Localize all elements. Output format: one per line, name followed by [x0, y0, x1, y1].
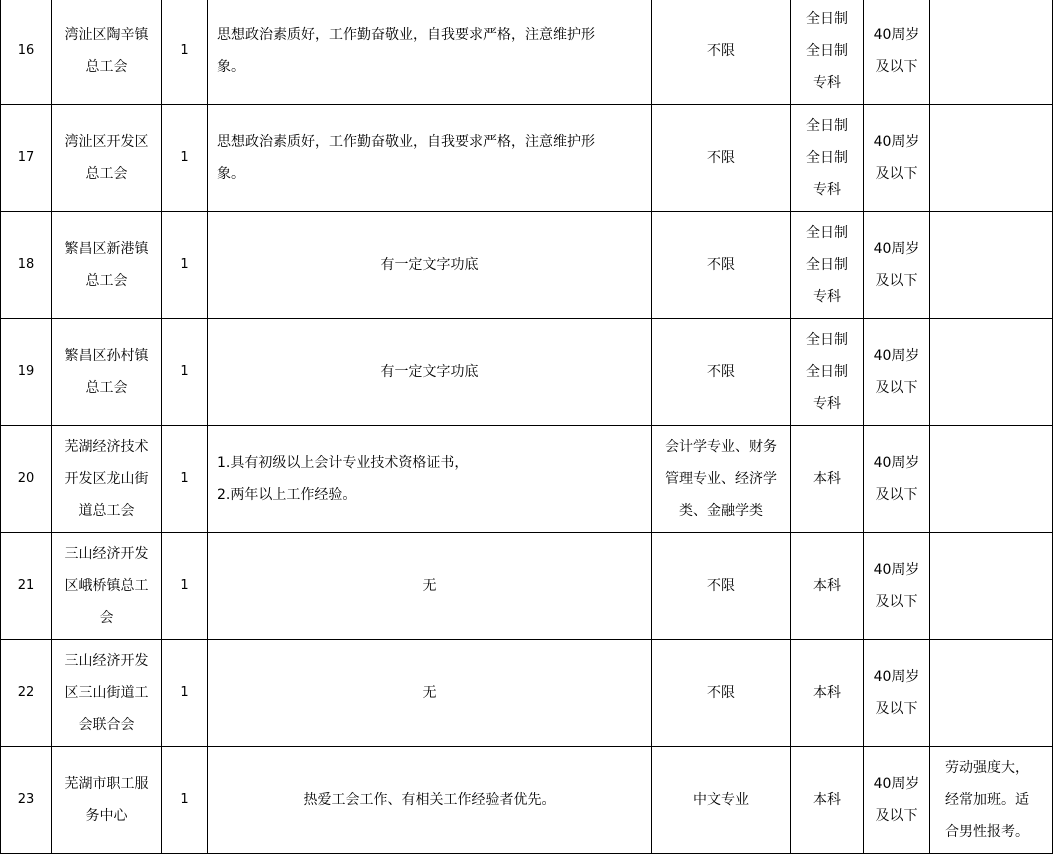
hire-count-cell	[162, 747, 208, 854]
remark-cell	[930, 747, 1053, 854]
requirement: 思想政治素质好，工作勤奋敬业，自我要求严格，注意维护形 象。	[217, 134, 595, 182]
hire-count: 1	[180, 364, 189, 379]
requirement-cell	[208, 0, 652, 105]
unit-name-cell	[52, 533, 162, 640]
row-number: 19	[17, 364, 35, 379]
age-limit: 40周岁 及以下	[873, 241, 920, 289]
row-number: 16	[17, 43, 35, 58]
education: 本科	[813, 578, 841, 594]
requirement-cell	[208, 319, 652, 426]
hire-count-cell	[162, 319, 208, 426]
remark-cell	[930, 0, 1053, 105]
education-cell	[791, 319, 864, 426]
age-limit-cell	[864, 640, 930, 747]
row-number-cell	[1, 105, 52, 212]
age-limit: 40周岁 及以下	[873, 562, 920, 610]
age-limit: 40周岁 及以下	[873, 27, 920, 75]
row-number: 23	[17, 792, 35, 807]
remark: 劳动强度大， 经常加班。适 合男性报考。	[945, 760, 1029, 840]
age-limit-cell	[864, 747, 930, 854]
unit-name-cell	[52, 319, 162, 426]
hire-count: 1	[180, 471, 189, 486]
education-cell	[791, 747, 864, 854]
major-cell	[652, 426, 791, 533]
major: 不限	[707, 578, 735, 594]
unit-name: 芜湖经济技术 开发区龙山街 道总工会	[64, 439, 149, 519]
row-number: 18	[17, 257, 35, 272]
requirement-cell	[208, 640, 652, 747]
remark-cell	[930, 319, 1053, 426]
education-cell	[791, 105, 864, 212]
major-cell	[652, 105, 791, 212]
unit-name: 三山经济开发 区峨桥镇总工 会	[64, 546, 149, 626]
unit-name: 繁昌区新港镇 总工会	[64, 241, 149, 289]
major: 不限	[707, 43, 735, 59]
unit-name: 繁昌区孙村镇 总工会	[64, 348, 149, 396]
major: 会计学专业、财务 管理专业、经济学 类、金融学类	[665, 439, 777, 519]
remark-cell	[930, 533, 1053, 640]
hire-count-cell	[162, 0, 208, 105]
table-row	[1, 747, 1053, 854]
requirement-cell	[208, 747, 652, 854]
hire-count-cell	[162, 105, 208, 212]
requirement-cell	[208, 426, 652, 533]
age-limit-cell	[864, 0, 930, 105]
requirement: 有一定文字功底	[380, 364, 479, 380]
hire-count: 1	[180, 150, 189, 165]
age-limit: 40周岁 及以下	[873, 348, 920, 396]
unit-name-cell	[52, 105, 162, 212]
unit-name: 三山经济开发 区三山街道工 会联合会	[64, 653, 149, 733]
education-cell	[791, 533, 864, 640]
row-number-cell	[1, 0, 52, 105]
requirement: 思想政治素质好，工作勤奋敬业，自我要求严格，注意维护形 象。	[217, 27, 595, 75]
table-row	[1, 0, 1053, 105]
hire-count: 1	[180, 792, 189, 807]
hire-count-cell	[162, 426, 208, 533]
row-number-cell	[1, 747, 52, 854]
major-cell	[652, 533, 791, 640]
hire-count: 1	[180, 257, 189, 272]
requirement-cell	[208, 212, 652, 319]
hire-count-cell	[162, 212, 208, 319]
row-number-cell	[1, 319, 52, 426]
major-cell	[652, 640, 791, 747]
age-limit-cell	[864, 319, 930, 426]
age-limit-cell	[864, 212, 930, 319]
unit-name-cell	[52, 747, 162, 854]
major-cell	[652, 747, 791, 854]
education: 本科	[813, 685, 841, 701]
remark-cell	[930, 105, 1053, 212]
requirement-cell	[208, 105, 652, 212]
row-number-cell	[1, 426, 52, 533]
table-row	[1, 105, 1053, 212]
row-number: 22	[17, 685, 35, 700]
major-cell	[652, 212, 791, 319]
age-limit-cell	[864, 426, 930, 533]
hire-count: 1	[180, 578, 189, 593]
requirement: 有一定文字功底	[380, 257, 479, 273]
unit-name: 芜湖市职工服 务中心	[64, 776, 149, 824]
unit-name-cell	[52, 212, 162, 319]
age-limit: 40周岁 及以下	[873, 455, 920, 503]
education: 本科	[813, 471, 841, 487]
major: 不限	[707, 685, 735, 701]
requirement: 热爱工会工作、有相关工作经验者优先。	[303, 792, 556, 808]
hire-count: 1	[180, 685, 189, 700]
table-row	[1, 640, 1053, 747]
remark-cell	[930, 212, 1053, 319]
major: 不限	[707, 364, 735, 380]
unit-name-cell	[52, 0, 162, 105]
remark-cell	[930, 640, 1053, 747]
requirement-cell	[208, 533, 652, 640]
major: 不限	[707, 150, 735, 166]
hire-count-cell	[162, 640, 208, 747]
education-cell	[791, 0, 864, 105]
education-cell	[791, 426, 864, 533]
major: 不限	[707, 257, 735, 273]
table-row	[1, 533, 1053, 640]
age-limit-cell	[864, 533, 930, 640]
education: 全日制 全日制 专科	[806, 11, 848, 91]
row-number: 21	[17, 578, 35, 593]
requirement: 无	[422, 685, 437, 701]
major-cell	[652, 319, 791, 426]
education: 全日制 全日制 专科	[806, 118, 848, 198]
hire-count-cell	[162, 533, 208, 640]
age-limit-cell	[864, 105, 930, 212]
table-row	[1, 212, 1053, 319]
education-cell	[791, 212, 864, 319]
requirement: 无	[422, 578, 437, 594]
unit-name-cell	[52, 640, 162, 747]
table-row	[1, 426, 1053, 533]
major: 中文专业	[693, 792, 749, 808]
education: 全日制 全日制 专科	[806, 225, 848, 305]
unit-name: 湾沚区陶辛镇 总工会	[64, 27, 149, 75]
age-limit: 40周岁 及以下	[873, 776, 920, 824]
requirement: 1.具有初级以上会计专业技术资格证书， 2.两年以上工作经验。	[217, 455, 469, 503]
unit-name-cell	[52, 426, 162, 533]
major-cell	[652, 0, 791, 105]
row-number-cell	[1, 640, 52, 747]
row-number-cell	[1, 533, 52, 640]
hire-count: 1	[180, 43, 189, 58]
education: 全日制 全日制 专科	[806, 332, 848, 412]
education: 本科	[813, 792, 841, 808]
unit-name: 湾沚区开发区 总工会	[64, 134, 149, 182]
education-cell	[791, 640, 864, 747]
age-limit: 40周岁 及以下	[873, 669, 920, 717]
age-limit: 40周岁 及以下	[873, 134, 920, 182]
table-row	[1, 319, 1053, 426]
remark-cell	[930, 426, 1053, 533]
row-number: 20	[17, 471, 35, 486]
row-number-cell	[1, 212, 52, 319]
row-number: 17	[17, 150, 35, 165]
